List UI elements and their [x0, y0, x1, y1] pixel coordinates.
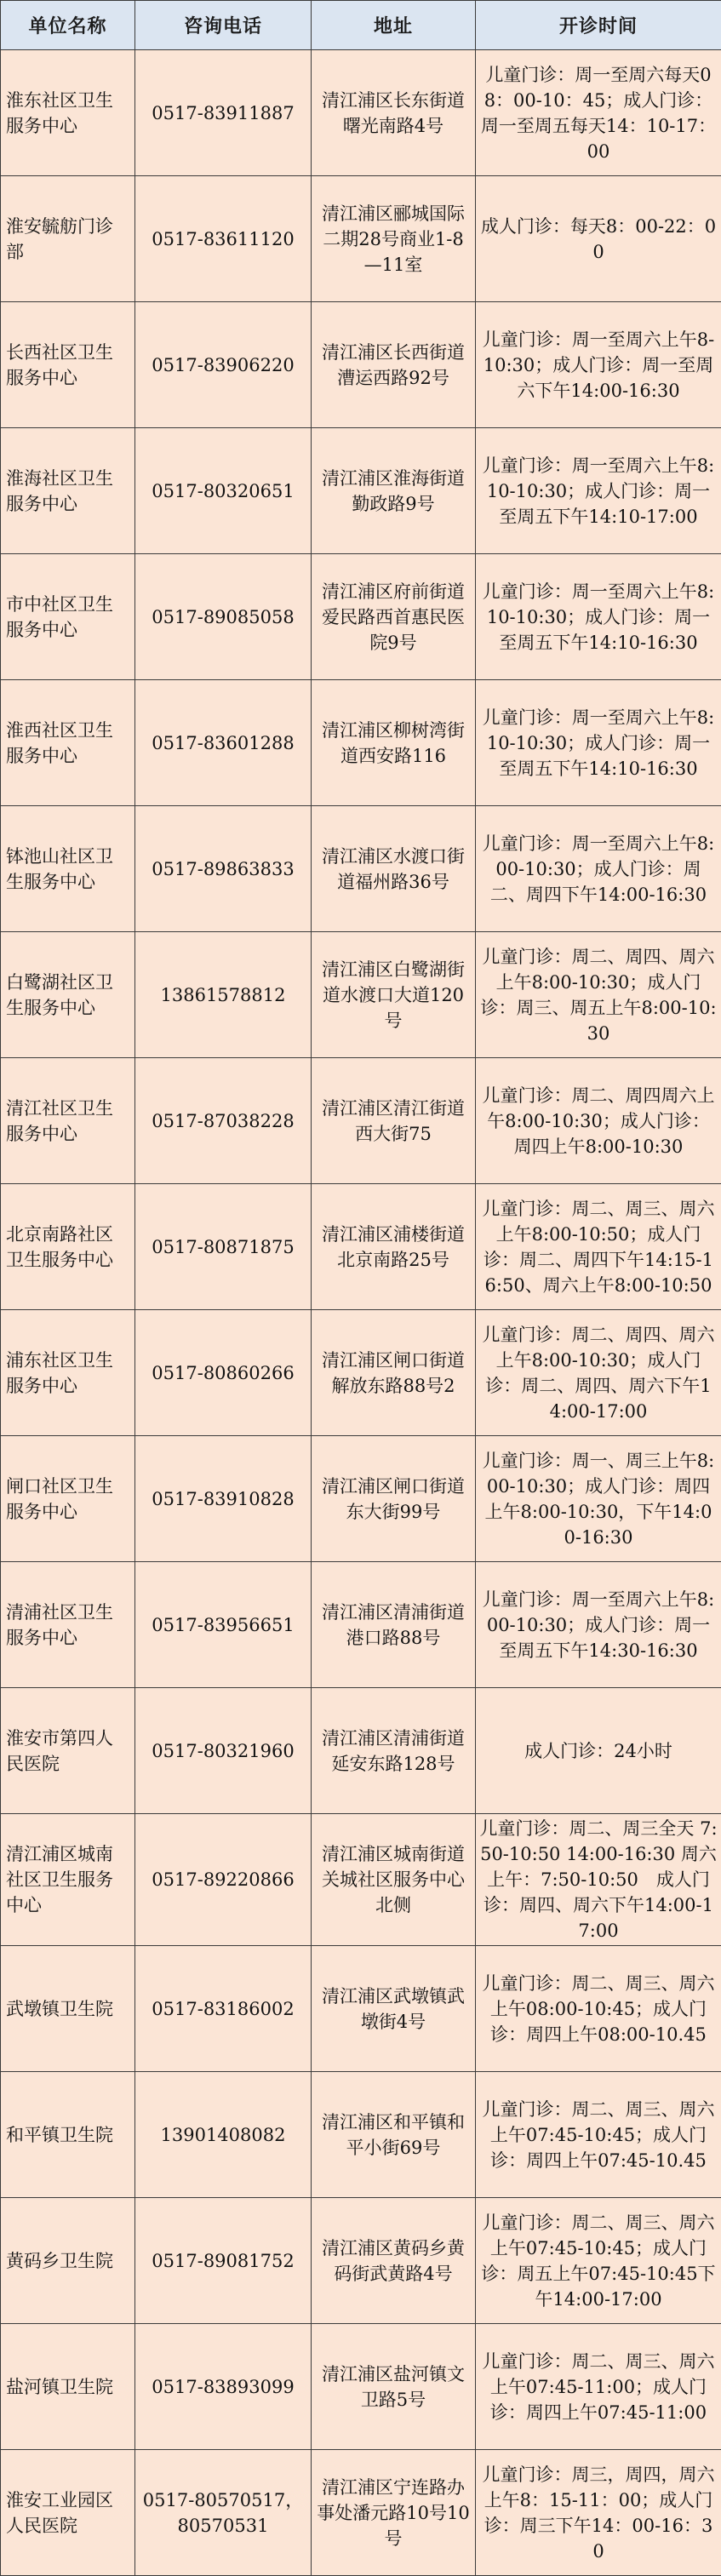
- cell-address: 清江浦区清浦街道港口路88号: [312, 1562, 476, 1688]
- cell-name: 黄码乡卫生院: [1, 2198, 135, 2324]
- cell-name: 盐河镇卫生院: [1, 2324, 135, 2450]
- cell-address: 清江浦区武墩镇武墩街4号: [312, 1946, 476, 2072]
- table-row: [1, 1814, 721, 1946]
- table-row: [1, 2324, 721, 2450]
- cell-phone: 0517-83911887: [135, 50, 312, 176]
- header-name: 单位名称: [1, 1, 135, 50]
- table-row: [1, 1562, 721, 1688]
- cell-address: 清江浦区闸口街道解放东路88号2: [312, 1310, 476, 1436]
- cell-phone: 0517-83611120: [135, 176, 312, 302]
- cell-address: 清江浦区府前街道爱民路西首惠民医院9号: [312, 554, 476, 680]
- table-row: [1, 2072, 721, 2198]
- table-row: [1, 50, 721, 176]
- cell-name: 和平镇卫生院: [1, 2072, 135, 2198]
- cell-name: 市中社区卫生服务中心: [1, 554, 135, 680]
- cell-address: 清江浦区黄码乡黄码街武黄路4号: [312, 2198, 476, 2324]
- table-row: [1, 1058, 721, 1184]
- cell-address: 清江浦区水渡口街道福州路36号: [312, 806, 476, 932]
- table-row: [1, 1310, 721, 1436]
- cell-name: 淮安毓舫门诊部: [1, 176, 135, 302]
- table-row: [1, 302, 721, 428]
- cell-phone: 0517-89220866: [135, 1814, 312, 1946]
- cell-phone: 0517-83601288: [135, 680, 312, 806]
- cell-hours: 儿童门诊：周二、周三全天 7:50-10:50 14:00-16:30 周六上午：7:50-10:50 成人门诊：周四、周六下午14:00-17:00: [476, 1814, 721, 1946]
- cell-hours: 成人门诊：每天8：00-22：00: [476, 176, 721, 302]
- cell-hours: 儿童门诊：周一至周六上午8:00-10:30；成人门诊：周一至周五下午14:30-16:30: [476, 1562, 721, 1688]
- cell-phone: 0517-87038228: [135, 1058, 312, 1184]
- cell-address: 清江浦区和平镇和平小街69号: [312, 2072, 476, 2198]
- cell-phone: 0517-83906220: [135, 302, 312, 428]
- cell-address: 清江浦区清江街道西大街75: [312, 1058, 476, 1184]
- header-phone: 咨询电话: [135, 1, 312, 50]
- table-header: [1, 1, 721, 50]
- cell-name: 长西社区卫生服务中心: [1, 302, 135, 428]
- header-row: [1, 1, 721, 50]
- cell-name: 清江社区卫生服务中心: [1, 1058, 135, 1184]
- cell-hours: 儿童门诊：周二、周四、周六上午8:00-10:30；成人门诊：周二、周四、周六下午14:00-17:00: [476, 1310, 721, 1436]
- cell-name: 武墩镇卫生院: [1, 1946, 135, 2072]
- cell-phone: 13901408082: [135, 2072, 312, 2198]
- cell-hours: 儿童门诊：周三，周四，周六上午8：15-11：00；成人门诊：周三下午14：00-16：30: [476, 2450, 721, 2576]
- cell-hours: 儿童门诊：周一至周六上午8:10-10:30；成人门诊：周一至周五下午14:10-16:30: [476, 554, 721, 680]
- cell-name: 淮西社区卫生服务中心: [1, 680, 135, 806]
- cell-phone: 0517-80871875: [135, 1184, 312, 1310]
- header-address: 地址: [312, 1, 476, 50]
- cell-phone: 0517-80320651: [135, 428, 312, 554]
- cell-hours: 儿童门诊：周二、周三、周六上午07:45-10:45；成人门诊：周四上午07:45-10.45: [476, 2072, 721, 2198]
- cell-address: 清江浦区浦楼街道北京南路25号: [312, 1184, 476, 1310]
- cell-hours: 儿童门诊：周二、周三、周六上午08:00-10:45；成人门诊：周四上午08:00-10.45: [476, 1946, 721, 2072]
- cell-hours: 儿童门诊：周一至周六上午8:00-10:30；成人门诊：周二、周四下午14:00-16:30: [476, 806, 721, 932]
- table-row: [1, 932, 721, 1058]
- cell-address: 清江浦区郦城国际二期28号商业1-8—11室: [312, 176, 476, 302]
- cell-phone: 0517-89085058: [135, 554, 312, 680]
- table-row: [1, 680, 721, 806]
- table-row: [1, 1184, 721, 1310]
- cell-hours: 儿童门诊：周一、周三上午8:00-10:30；成人门诊：周四上午8:00-10:30，下午14:00-16:30: [476, 1436, 721, 1562]
- cell-phone: 0517-83186002: [135, 1946, 312, 2072]
- cell-address: 清江浦区长西街道漕运西路92号: [312, 302, 476, 428]
- cell-name: 清江浦区城南社区卫生服务中心: [1, 1814, 135, 1946]
- cell-phone: 0517-89081752: [135, 2198, 312, 2324]
- cell-name: 白鹭湖社区卫生服务中心: [1, 932, 135, 1058]
- cell-name: 钵池山社区卫生服务中心: [1, 806, 135, 932]
- cell-phone: 0517-83893099: [135, 2324, 312, 2450]
- cell-hours: 儿童门诊：周一至周六上午8-10:30；成人门诊：周一至周六下午14:00-16:30: [476, 302, 721, 428]
- cell-address: 清江浦区盐河镇文卫路5号: [312, 2324, 476, 2450]
- table-row: [1, 176, 721, 302]
- cell-hours: 儿童门诊：周一至周六上午8:10-10:30；成人门诊：周一至周五下午14:10-17:00: [476, 428, 721, 554]
- cell-name: 清浦社区卫生服务中心: [1, 1562, 135, 1688]
- cell-address: 清江浦区淮海街道勤政路9号: [312, 428, 476, 554]
- cell-hours: 儿童门诊：周二、周三、周六上午07:45-11:00；成人门诊：周四上午07:45-11:00: [476, 2324, 721, 2450]
- cell-hours: 儿童门诊：周二、周三、周六上午07:45-10:45；成人门诊：周五上午07:45-10:45下午14:00-17:00: [476, 2198, 721, 2324]
- cell-phone: 0517-80860266: [135, 1310, 312, 1436]
- table-row: [1, 1946, 721, 2072]
- cell-hours: 儿童门诊：周一至周六每天08：00-10：45；成人门诊：周一至周五每天14：10-17：00: [476, 50, 721, 176]
- table-row: [1, 554, 721, 680]
- cell-address: 清江浦区城南街道关城社区服务中心北侧: [312, 1814, 476, 1946]
- cell-phone: 0517-80570517，80570531: [135, 2450, 312, 2576]
- cell-name: 淮安工业园区人民医院: [1, 2450, 135, 2576]
- cell-hours: 儿童门诊：周二、周四、周六上午8:00-10:30；成人门诊：周三、周五上午8:00-10:30: [476, 932, 721, 1058]
- cell-address: 清江浦区柳树湾街道西安路116: [312, 680, 476, 806]
- cell-hours: 儿童门诊：周二、周四周六上午8:00-10:30；成人门诊：周四上午8:00-10:30: [476, 1058, 721, 1184]
- header-hours: 开诊时间: [476, 1, 721, 50]
- cell-phone: 13861578812: [135, 932, 312, 1058]
- table-row: [1, 1436, 721, 1562]
- table-row: [1, 428, 721, 554]
- table-row: [1, 1688, 721, 1814]
- cell-hours: 成人门诊：24小时: [476, 1688, 721, 1814]
- cell-hours: 儿童门诊：周二、周三、周六上午8:00-10:50；成人门诊：周二、周四下午14:15-16:50、周六上午8:00-10:50: [476, 1184, 721, 1310]
- table-row: [1, 2198, 721, 2324]
- cell-name: 浦东社区卫生服务中心: [1, 1310, 135, 1436]
- cell-name: 淮海社区卫生服务中心: [1, 428, 135, 554]
- cell-phone: 0517-83956651: [135, 1562, 312, 1688]
- cell-address: 清江浦区白鹭湖街道水渡口大道120号: [312, 932, 476, 1058]
- cell-name: 淮安市第四人民医院: [1, 1688, 135, 1814]
- cell-name: 闸口社区卫生服务中心: [1, 1436, 135, 1562]
- cell-phone: 0517-89863833: [135, 806, 312, 932]
- table-row: [1, 2450, 721, 2576]
- cell-phone: 0517-80321960: [135, 1688, 312, 1814]
- cell-name: 淮东社区卫生服务中心: [1, 50, 135, 176]
- cell-address: 清江浦区清浦街道延安东路128号: [312, 1688, 476, 1814]
- cell-address: 清江浦区宁连路办事处潘元路10号10号: [312, 2450, 476, 2576]
- cell-phone: 0517-83910828: [135, 1436, 312, 1562]
- table-row: [1, 806, 721, 932]
- cell-address: 清江浦区长东街道曙光南路4号: [312, 50, 476, 176]
- cell-hours: 儿童门诊：周一至周六上午8:10-10:30；成人门诊：周一至周五下午14:10-16:30: [476, 680, 721, 806]
- table-body: [1, 50, 721, 2576]
- cell-address: 清江浦区闸口街道东大街99号: [312, 1436, 476, 1562]
- cell-name: 北京南路社区卫生服务中心: [1, 1184, 135, 1310]
